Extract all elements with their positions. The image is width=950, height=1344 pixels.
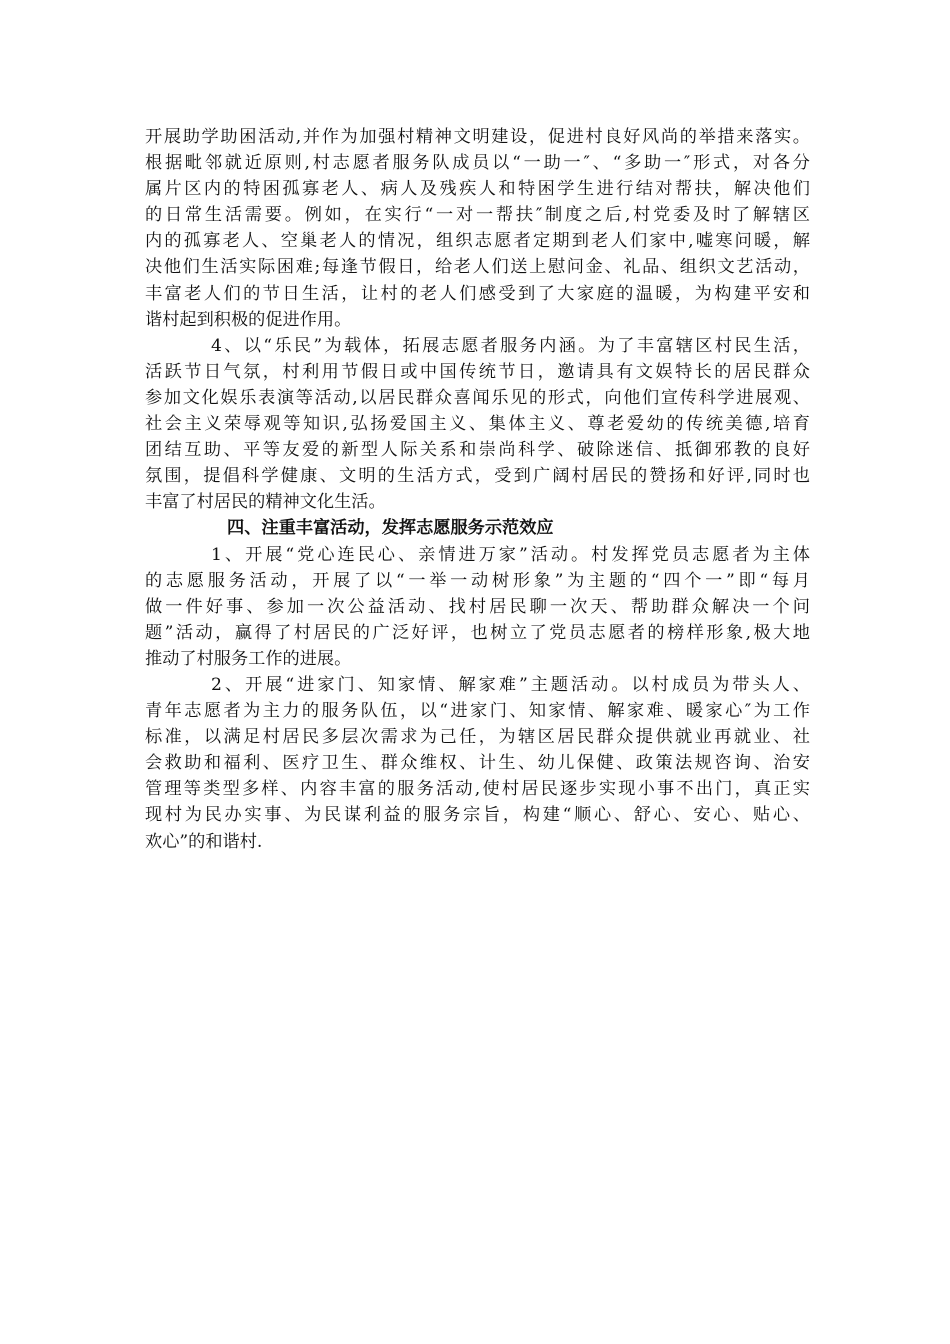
text-line: 开展助学助困活动,并作为加强村精神文明建设，促进村良好风尚的举措来落实。 [145,127,810,147]
text-line: 4、以“乐民”为载体，拓展志愿者服务内涵。为了丰富辖区村民生活， [211,335,810,356]
text-line: 青年志愿者为主力的服务队伍，以“进家门、知家情、解家难、暖家心″为工作 [145,701,810,722]
text-line: 管理等类型多样、内容丰富的服务活动,使村居民逐步实现小事不出门，真正实 [145,779,810,800]
section-heading-four [145,515,810,541]
paragraph-volunteer-assistance [145,124,810,333]
text-line: 参加文化娱乐表演等活动,以居民群众喜闻乐见的形式，向他们宣传科学进展观、 [145,387,810,408]
text-line: 的日常生活需要。例如，在实行“一对一帮扶″制度之后,村党委及时了解辖区 [145,205,810,226]
text-line: 标准，以满足村居民多层次需求为己任，为辖区居民群众提供就业再就业、社 [145,727,810,748]
text-line: 氛围，提倡科学健康、文明的生活方式，受到广阔村居民的赞扬和好评,同时也 [145,466,810,487]
paragraph-home-visit-activity [145,672,810,855]
text-line: 会救助和福利、医疗卫生、群众维权、计生、幼儿保健、政策法规咨询、治安 [145,753,810,774]
text-line: 决他们生活实际困难;每逢节假日，给老人们送上慰问金、礼品、组织文艺活动， [145,257,810,278]
text-line: 2、开展“进家门、知家情、解家难”主题活动。以村成员为带头人、 [211,674,810,695]
document-page [145,124,810,855]
text-line: 欢心”的和谐村. [145,831,263,852]
text-line: 现村为民办实事、为民谋利益的服务宗旨，构建“顺心、舒心、安心、贴心、 [145,805,810,826]
text-line: 属片区内的特困孤寡老人、病人及残疾人和特困学生进行结对帮扶，解决他们 [145,179,810,200]
text-line: 做一件好事、参加一次公益活动、找村居民聊一次天、帮助群众解决一个问 [145,596,810,617]
paragraph-party-activity [145,542,810,672]
text-line: 根据毗邻就近原则,村志愿者服务队成员以“一助一″、“多助一″形式，对各分 [145,153,810,174]
text-line: 1、开展“党心连民心、亲情进万家”活动。村发挥党员志愿者为主体 [211,544,810,565]
text-line: 内的孤寡老人、空巢老人的情况，组织志愿者定期到老人们家中,嘘寒问暖，解 [145,231,810,252]
section-heading: 四、注重丰富活动，发挥志愿服务示范效应 [227,518,554,539]
text-line: 团结互助、平等友爱的新型人际关系和崇尚科学、破除迷信、抵御邪教的良好 [145,440,810,461]
text-line: 推动了村服务工作的进展。 [145,648,352,669]
text-line: 题”活动，赢得了村居民的广泛好评，也树立了党员志愿者的榜样形象,极大地 [145,622,810,643]
text-line: 丰富老人们的节日生活，让村的老人们感受到了大家庭的温暖，为构建平安和 [145,283,810,304]
text-line: 丰富了村居民的精神文化生活。 [145,492,386,513]
text-line: 的志愿服务活动，开展了以“一举一动树形象”为主题的“四个一”即“每月 [145,570,810,591]
text-line: 社会主义荣辱观等知识,弘扬爱国主义、集体主义、尊老爱幼的传统美德,培育 [145,414,810,435]
text-line: 谐村起到积极的促进作用。 [145,309,352,330]
paragraph-lemin-carrier [145,333,810,516]
text-line: 活跃节日气氛，村利用节假日或中国传统节日，邀请具有文娱特长的居民群众 [145,361,810,382]
